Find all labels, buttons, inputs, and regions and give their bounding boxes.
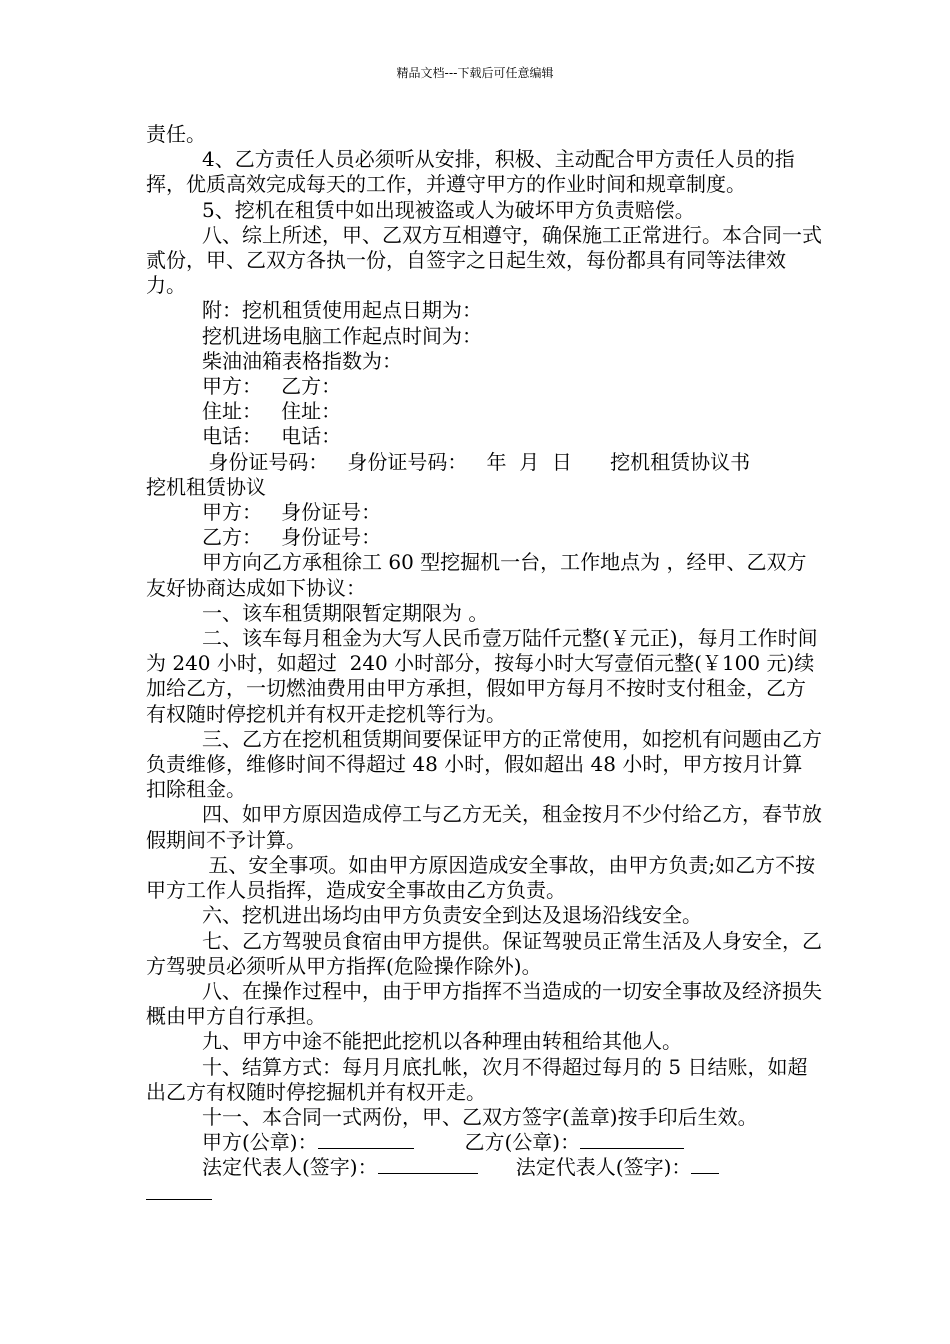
legal-rep-b-line (691, 1155, 719, 1174)
party-a-seal-label: 甲方(公章)： (202, 1130, 318, 1155)
clause: 二、该车每月租金为大写人民币壹万陆仟元整(￥元正)，每月工作时间为 240 小时，如超过 240 小时部分，按每小时大写壹佰元整(￥100 元)续加给乙方，一切燃油费用由甲方承担，假如甲方每月不按时支付租金，乙方有权随时停挖机并有权开走挖机等行为。 (146, 626, 818, 726)
party-b-id-line: 乙方： 身份证号： (202, 525, 382, 550)
party-a-seal-line (318, 1130, 414, 1149)
phone-line: 电话： 电话： (202, 424, 342, 449)
clause: 十一、本合同一式两份，甲、乙双方签字(盖章)按手印后生效。 (202, 1104, 758, 1129)
legal-rep-b-label: 法定代表人(签字)： (515, 1155, 692, 1180)
page-header: 精品文档---下载后可任意编辑 (396, 66, 554, 80)
paragraph: 5、挖机在租赁中如出现被盗或人为破坏甲方负责赔偿。 (202, 197, 695, 222)
clause: 一、该车租赁期限暂定期限为 。 (202, 600, 489, 625)
clause: 九、甲方中途不能把此挖机以各种理由转租给其他人。 (202, 1029, 682, 1054)
legal-rep-a-label: 法定代表人(签字)： (202, 1155, 378, 1180)
appendix-line: 挖机进场电脑工作起点时间为： (202, 323, 482, 348)
seal-row (146, 1130, 822, 1155)
id-date-line: 身份证号码： 身份证号码： 年 月 日 挖机租赁协议书 (202, 449, 751, 474)
clause: 六、挖机进出场均由甲方负责安全到达及退场沿线安全。 (202, 903, 702, 928)
appendix-line: 附：挖机租赁使用起点日期为： (202, 298, 482, 323)
clause: 三、乙方在挖机租赁期间要保证甲方的正常使用，如挖机有问题由乙方负责维修，维修时间不得超过 48 小时，假如超出 48 小时，甲方按月计算扣除租金。 (146, 726, 822, 802)
address-line: 住址： 住址： (202, 399, 342, 424)
clause: 四、如甲方原因造成停工与乙方无关，租金按月不少付给乙方，春节放假期间不予计算。 (146, 802, 822, 852)
party-b-seal-line (580, 1130, 684, 1149)
party-b-seal-label: 乙方(公章)： (464, 1130, 581, 1155)
clause: 十、结算方式：每月月底扎帐，次月不得超过每月的 5 日结账，如超出乙方有权随时停挖掘机并有权开走。 (146, 1054, 808, 1104)
party-a-id-line: 甲方： 身份证号： (202, 500, 382, 525)
clause: 七、乙方驾驶员食宿由甲方提供。保证驾驶员正常生活及人身安全，乙方驾驶员必须听从甲方指挥(危险操作除外)。 (146, 928, 822, 978)
legal-rep-a-line (378, 1155, 478, 1174)
appendix-line: 柴油油箱表格指数为： (202, 348, 402, 373)
contract-body (146, 122, 822, 1200)
legal-rep-b-line-continued (146, 1181, 212, 1200)
clause: 五、安全事项。如由甲方原因造成安全事故，由甲方负责;如乙方不按甲方工作人员指挥，造成安全事故由乙方负责。 (146, 852, 816, 903)
paragraph: 甲方向乙方承租徐工 60 型挖掘机一台，工作地点为 ，经甲、乙双方友好协商达成如下协议： (146, 550, 807, 600)
legal-rep-row (146, 1155, 822, 1180)
clause: 八、在操作过程中，由于甲方指挥不当造成的一切安全事故及经济损失概由甲方自行承担。 (146, 978, 822, 1029)
party-line: 甲方： 乙方： (202, 374, 342, 399)
paragraph: 责任。 (146, 122, 206, 146)
paragraph: 4、乙方责任人员必须听从安排，积极、主动配合甲方责任人员的指挥，优质高效完成每天的工作，并遵守甲方的作业时间和规章制度。 (146, 147, 795, 197)
agreement-title: 挖机租赁协议 (146, 474, 266, 499)
paragraph: 八、综上所述，甲、乙双方互相遵守，确保施工正常进行。本合同一式贰份，甲、乙双方各执一份，自签字之日起生效，每份都具有同等法律效力。 (146, 222, 822, 298)
